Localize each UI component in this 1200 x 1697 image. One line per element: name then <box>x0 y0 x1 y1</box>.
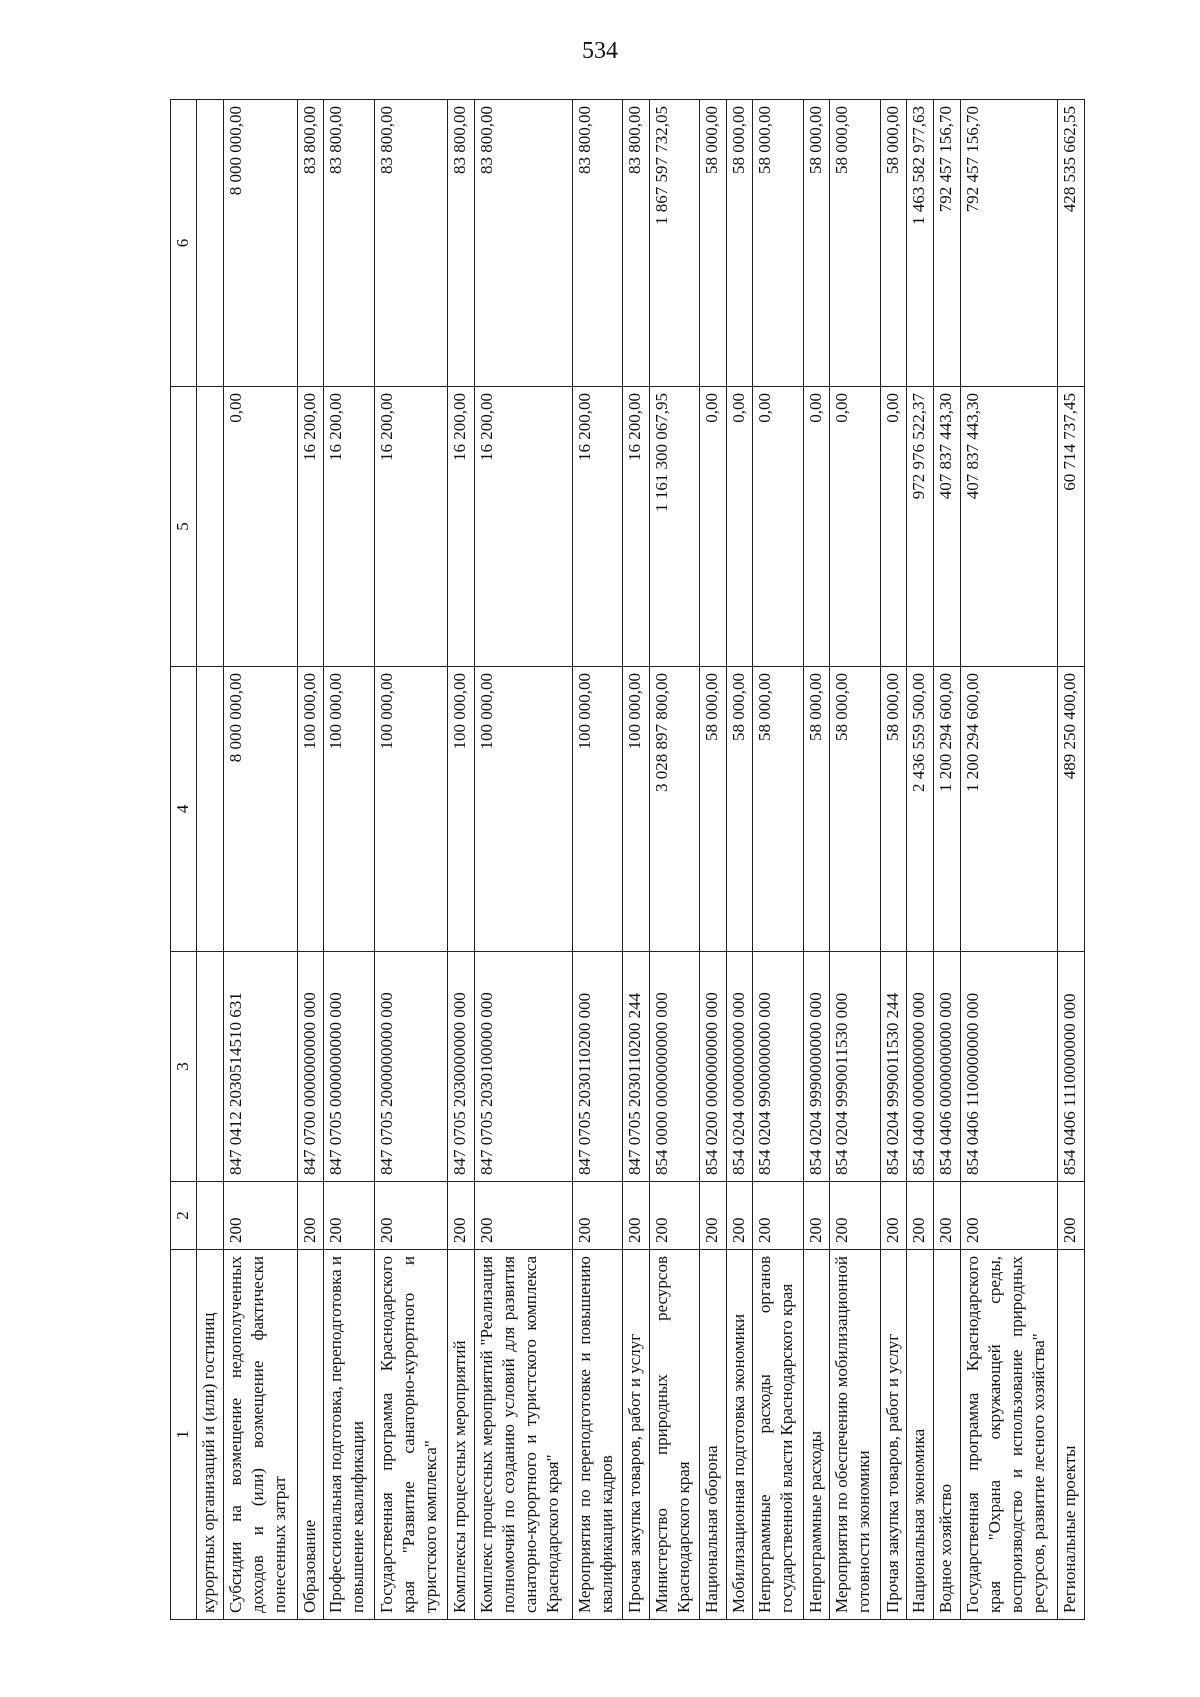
cell-code: 200 <box>622 1182 649 1250</box>
cell-code: 200 <box>960 1182 1057 1250</box>
cell-name: курортных организаций и (или) гостиниц <box>197 1250 224 1620</box>
cell-name: Государственная программа Краснодарского края "Охрана окружающей среды, воспроизводство и использование природных ресурсов, развитие лесного хозяйства" <box>960 1250 1057 1620</box>
cell-plan: 100 000,00 <box>374 667 448 952</box>
cell-plan: 58 000,00 <box>699 667 726 952</box>
table-header <box>171 100 197 1620</box>
cell-remaining: 58 000,00 <box>753 100 803 387</box>
cell-executed: 1 161 300 067,95 <box>649 387 699 667</box>
cell-plan: 100 000,00 <box>448 667 475 952</box>
table-row <box>297 100 324 1620</box>
cell-executed: 16 200,00 <box>622 387 649 667</box>
cell-plan: 100 000,00 <box>297 667 324 952</box>
table-row <box>803 100 830 1620</box>
cell-executed: 16 200,00 <box>324 387 374 667</box>
cell-classification: 854 0406 1100000000 000 <box>960 952 1057 1182</box>
cell-plan: 58 000,00 <box>880 667 907 952</box>
cell-executed: 0,00 <box>803 387 830 667</box>
page-number: 534 <box>582 38 618 64</box>
cell-name: Прочая закупка товаров, работ и услуг <box>622 1250 649 1620</box>
cell-plan: 3 028 897 800,00 <box>649 667 699 952</box>
cell-executed: 0,00 <box>726 387 753 667</box>
cell-executed: 0,00 <box>223 387 297 667</box>
cell-plan: 489 250 400,00 <box>1058 667 1085 952</box>
cell-classification: 854 0204 9990011530 000 <box>830 952 880 1182</box>
table-row <box>572 100 622 1620</box>
cell-classification <box>197 952 224 1182</box>
header-cell: 2 <box>171 1182 197 1250</box>
table-body <box>197 100 1085 1620</box>
cell-code: 200 <box>572 1182 622 1250</box>
cell-executed: 0,00 <box>830 387 880 667</box>
cell-name: Профессиональная подготовка, переподготовка и повышение квалификации <box>324 1250 374 1620</box>
cell-name: Прочая закупка товаров, работ и услуг <box>880 1250 907 1620</box>
table-row <box>475 100 572 1620</box>
cell-plan: 100 000,00 <box>622 667 649 952</box>
cell-remaining: 428 535 662,55 <box>1058 100 1085 387</box>
cell-plan: 58 000,00 <box>803 667 830 952</box>
table-row <box>622 100 649 1620</box>
cell-classification: 854 0200 0000000000 000 <box>699 952 726 1182</box>
table-row <box>649 100 699 1620</box>
cell-name: Министерство природных ресурсов Краснодарского края <box>649 1250 699 1620</box>
cell-executed: 0,00 <box>880 387 907 667</box>
header-cell: 3 <box>171 952 197 1182</box>
header-cell: 5 <box>171 387 197 667</box>
cell-plan: 100 000,00 <box>475 667 572 952</box>
cell-code: 200 <box>223 1182 297 1250</box>
cell-remaining <box>197 100 224 387</box>
table-row <box>726 100 753 1620</box>
table-row <box>880 100 907 1620</box>
cell-code: 200 <box>907 1182 934 1250</box>
cell-plan <box>197 667 224 952</box>
table-row <box>324 100 374 1620</box>
cell-code <box>197 1182 224 1250</box>
cell-classification: 854 0406 1110000000 000 <box>1058 952 1085 1182</box>
cell-code: 200 <box>297 1182 324 1250</box>
cell-code: 200 <box>880 1182 907 1250</box>
table-row <box>907 100 934 1620</box>
cell-code: 200 <box>324 1182 374 1250</box>
cell-classification: 847 0705 2030110200 000 <box>572 952 622 1182</box>
table-row <box>223 100 297 1620</box>
cell-remaining: 8 000 000,00 <box>223 100 297 387</box>
cell-plan: 2 436 559 500,00 <box>907 667 934 952</box>
cell-name: Региональные проекты <box>1058 1250 1085 1620</box>
cell-classification: 854 0204 9990000000 000 <box>803 952 830 1182</box>
cell-name: Субсидии на возмещение недополученных доходов и (или) возмещение фактически понесенных затрат <box>223 1250 297 1620</box>
budget-table <box>170 99 1085 1620</box>
cell-classification: 847 0412 2030514510 631 <box>223 952 297 1182</box>
header-cell: 1 <box>171 1250 197 1620</box>
cell-remaining: 58 000,00 <box>880 100 907 387</box>
header-cell: 4 <box>171 667 197 952</box>
table-row <box>1058 100 1085 1620</box>
table-row <box>699 100 726 1620</box>
table-row <box>197 100 224 1620</box>
cell-code: 200 <box>1058 1182 1085 1250</box>
cell-remaining: 58 000,00 <box>803 100 830 387</box>
cell-name: Национальная оборона <box>699 1250 726 1620</box>
cell-classification: 847 0700 0000000000 000 <box>297 952 324 1182</box>
cell-code: 200 <box>374 1182 448 1250</box>
cell-remaining: 83 800,00 <box>297 100 324 387</box>
cell-remaining: 1 463 582 977,63 <box>907 100 934 387</box>
cell-code: 200 <box>753 1182 803 1250</box>
cell-name: Образование <box>297 1250 324 1620</box>
cell-code: 200 <box>699 1182 726 1250</box>
cell-name: Непрограммные расходы <box>803 1250 830 1620</box>
cell-name: Мобилизационная подготовка экономики <box>726 1250 753 1620</box>
cell-name: Комплекс процессных мероприятий "Реализация полномочий по созданию условий для развития санаторно-курортного и туристского комплекса Краснодарского края" <box>475 1250 572 1620</box>
cell-executed: 16 200,00 <box>448 387 475 667</box>
cell-remaining: 83 800,00 <box>324 100 374 387</box>
cell-remaining: 58 000,00 <box>726 100 753 387</box>
cell-classification: 854 0400 0000000000 000 <box>907 952 934 1182</box>
cell-name: Мероприятия по переподготовке и повышению квалификации кадров <box>572 1250 622 1620</box>
cell-classification: 854 0204 9990011530 244 <box>880 952 907 1182</box>
cell-remaining: 58 000,00 <box>699 100 726 387</box>
cell-classification: 847 0705 2030000000 000 <box>448 952 475 1182</box>
cell-plan: 58 000,00 <box>753 667 803 952</box>
cell-classification: 847 0705 2030110200 244 <box>622 952 649 1182</box>
cell-remaining: 83 800,00 <box>374 100 448 387</box>
table-row <box>753 100 803 1620</box>
cell-remaining: 792 457 156,70 <box>960 100 1057 387</box>
cell-plan: 1 200 294 600,00 <box>960 667 1057 952</box>
table-row <box>374 100 448 1620</box>
cell-executed: 407 837 443,30 <box>960 387 1057 667</box>
cell-classification: 854 0000 0000000000 000 <box>649 952 699 1182</box>
cell-executed: 16 200,00 <box>374 387 448 667</box>
cell-name: Национальная экономика <box>907 1250 934 1620</box>
cell-plan: 100 000,00 <box>572 667 622 952</box>
cell-name: Мероприятия по обеспечению мобилизационной готовности экономики <box>830 1250 880 1620</box>
cell-executed: 60 714 737,45 <box>1058 387 1085 667</box>
cell-plan: 58 000,00 <box>830 667 880 952</box>
table-row <box>830 100 880 1620</box>
header-cell: 6 <box>171 100 197 387</box>
cell-executed: 16 200,00 <box>297 387 324 667</box>
cell-code: 200 <box>649 1182 699 1250</box>
cell-remaining: 83 800,00 <box>448 100 475 387</box>
cell-executed: 972 976 522,37 <box>907 387 934 667</box>
cell-classification: 847 0705 2030100000 000 <box>475 952 572 1182</box>
cell-classification: 854 0406 0000000000 000 <box>934 952 961 1182</box>
cell-executed: 0,00 <box>699 387 726 667</box>
cell-name: Комплексы процессных мероприятий <box>448 1250 475 1620</box>
cell-remaining: 58 000,00 <box>830 100 880 387</box>
cell-plan: 8 000 000,00 <box>223 667 297 952</box>
cell-code: 200 <box>803 1182 830 1250</box>
cell-classification: 854 0204 0000000000 000 <box>726 952 753 1182</box>
cell-classification: 854 0204 9900000000 000 <box>753 952 803 1182</box>
cell-name: Водное хозяйство <box>934 1250 961 1620</box>
cell-code: 200 <box>726 1182 753 1250</box>
cell-name: Непрограммные расходы органов государственной власти Краснодарского края <box>753 1250 803 1620</box>
cell-executed: 0,00 <box>753 387 803 667</box>
cell-code: 200 <box>830 1182 880 1250</box>
cell-code: 200 <box>934 1182 961 1250</box>
cell-executed: 16 200,00 <box>475 387 572 667</box>
cell-remaining: 83 800,00 <box>622 100 649 387</box>
cell-code: 200 <box>475 1182 572 1250</box>
cell-plan: 58 000,00 <box>726 667 753 952</box>
rotated-table-container <box>170 100 1085 1620</box>
cell-executed: 16 200,00 <box>572 387 622 667</box>
cell-remaining: 792 457 156,70 <box>934 100 961 387</box>
cell-classification: 847 0705 2000000000 000 <box>374 952 448 1182</box>
table-row <box>448 100 475 1620</box>
cell-remaining: 1 867 597 732,05 <box>649 100 699 387</box>
cell-plan: 1 200 294 600,00 <box>934 667 961 952</box>
cell-executed <box>197 387 224 667</box>
cell-executed: 407 837 443,30 <box>934 387 961 667</box>
cell-name: Государственная программа Краснодарского края "Развитие санаторно-курортного и туристского комплекса" <box>374 1250 448 1620</box>
cell-remaining: 83 800,00 <box>572 100 622 387</box>
cell-remaining: 83 800,00 <box>475 100 572 387</box>
cell-plan: 100 000,00 <box>324 667 374 952</box>
cell-classification: 847 0705 0000000000 000 <box>324 952 374 1182</box>
table-row <box>960 100 1057 1620</box>
table-row <box>934 100 961 1620</box>
cell-code: 200 <box>448 1182 475 1250</box>
